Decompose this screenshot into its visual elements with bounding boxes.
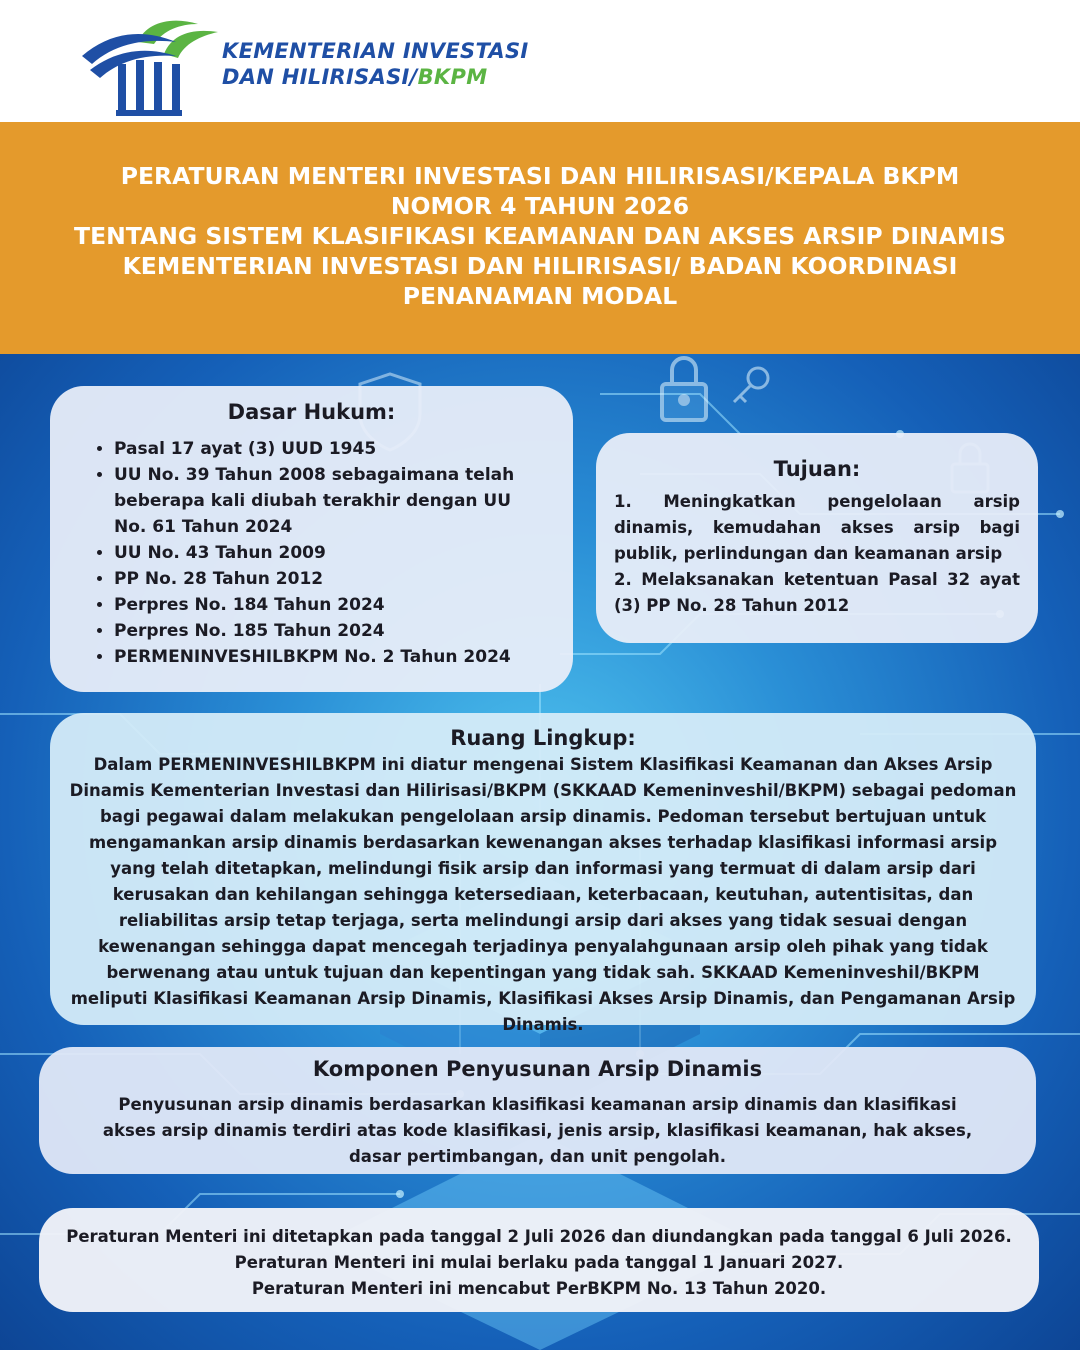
- padlock-icon: [662, 358, 706, 420]
- legal-basis-item: • Pasal 17 ayat (3) UUD 1945: [114, 436, 533, 462]
- objective-title: Tujuan:: [773, 457, 861, 481]
- ministry-name-line2-part2: BKPM: [417, 65, 488, 89]
- closing-line-2: Peraturan Menteri ini mulai berlaku pada tanggal 1 Januari 2027.: [234, 1253, 844, 1272]
- regulation-title: [45, 161, 1035, 311]
- title-banner: [0, 122, 1080, 354]
- header: [0, 0, 1080, 122]
- legal-basis-item: • UU No. 43 Tahun 2009: [114, 540, 533, 566]
- legal-basis-card: [50, 386, 573, 692]
- scope-card: [50, 713, 1036, 1034]
- objective-point-2: 2. Melaksanakan ketentuan Pasal 32 ayat (3) PP No. 28 Tahun 2012: [614, 570, 1020, 615]
- closing-line-1: Peraturan Menteri ini ditetapkan pada tanggal 2 Juli 2026 dan diundangkan pada tanggal 6 Juli 2026.: [66, 1227, 1012, 1246]
- legal-basis-item: • UU No. 39 Tahun 2008 sebagaimana telah beberapa kali diubah terakhir dengan UU No. 61 Tahun 2024: [114, 462, 533, 540]
- ministry-name-line1: KEMENTERIAN INVESTASI: [222, 39, 529, 63]
- objective-card: [596, 433, 1038, 643]
- legal-basis-title: Dasar Hukum:: [227, 400, 396, 424]
- legal-basis-item: • Perpres No. 184 Tahun 2024: [114, 592, 533, 618]
- regulation-title-line2: NOMOR 4 TAHUN 2026: [390, 192, 690, 220]
- closing-card: [39, 1208, 1039, 1312]
- objective-text: [614, 489, 1020, 619]
- ministry-name-line2-part1: DAN HILIRISASI/: [222, 65, 418, 89]
- regulation-title-line3: TENTANG SISTEM KLASIFIKASI KEAMANAN DAN AKSES ARSIP DINAMIS: [74, 222, 1006, 250]
- legal-basis-item: • PERMENINVESHILBKPM No. 2 Tahun 2024: [114, 644, 533, 670]
- closing-line-3: Peraturan Menteri ini mencabut PerBKPM No. 13 Tahun 2020.: [251, 1279, 827, 1298]
- objective-point-1: 1. Meningkatkan pengelolaan arsip dinamis, kemudahan akses arsip bagi publik, perlindungan dan keamanan arsip: [614, 492, 1020, 563]
- legal-basis-item: • Perpres No. 185 Tahun 2024: [114, 618, 533, 644]
- scope-text: Dalam PERMENINVESHILBKPM ini diatur mengenai Sistem Klasifikasi Keamanan dan Akses Arsip Dinamis Kementerian Investasi dan Hilirisasi/BKPM (SKKAAD Kemeninveshil/BKPM) sebagai pedoman bagi pegawai dalam melakukan pengelolaan arsip dinamis. Pedoman tersebut bertujuan untuk mengamankan arsip dinamis berdasarkan kewenangan akses terhadap klasifikasi informasi arsip yang telah ditetapkan, melindungi fisik arsip dan informasi yang termuat di dalam arsip dari kerusakan dan kehilangan sehingga ketersediaan, keterbacaan, keutuhan, autentisitas, dan reliabilitas arsip tetap terjaga, serta melindungi arsip dari akses yang tidak sesuai dengan kewenangan sehingga dapat mencegah terjadinya penyalahgunaan arsip oleh pihak yang tidak berwenang atau untuk tujuan dan kepentingan yang tidak sah. SKKAAD Kemeninveshil/BKPM meliputi Klasifikasi Keamanan Arsip Dinamis, Klasifikasi Akses Arsip Dinamis, dan Pengamanan Arsip Dinamis.: [69, 755, 1017, 1034]
- closing-text: [59, 1224, 1019, 1302]
- regulation-title-line1: PERATURAN MENTERI INVESTASI DAN HILIRISASI/KEPALA BKPM: [120, 162, 960, 190]
- regulation-title-line4: KEMENTERIAN INVESTASI DAN HILIRISASI/ BADAN KOORDINASI: [122, 252, 958, 280]
- components-title: Komponen Penyusunan Arsip Dinamis: [312, 1057, 763, 1081]
- components-text: Penyusunan arsip dinamis berdasarkan klasifikasi keamanan arsip dinamis dan klasifikasi akses arsip dinamis terdiri atas kode klasifikasi, jenis arsip, klasifikasi keamanan, hak akses, dasar pertimbangan, dan unit pengolah.: [102, 1095, 973, 1166]
- regulation-title-line5: PENANAMAN MODAL: [402, 282, 678, 310]
- legal-basis-list: [50, 436, 573, 670]
- bkpm-logo-icon: [80, 14, 220, 118]
- legal-basis-item: • PP No. 28 Tahun 2012: [114, 566, 533, 592]
- ministry-name-line2: [222, 64, 529, 90]
- scope-title: Ruang Lingkup:: [450, 726, 636, 750]
- ministry-name: [222, 38, 529, 90]
- key-icon: [734, 368, 768, 402]
- components-card: [39, 1047, 1036, 1174]
